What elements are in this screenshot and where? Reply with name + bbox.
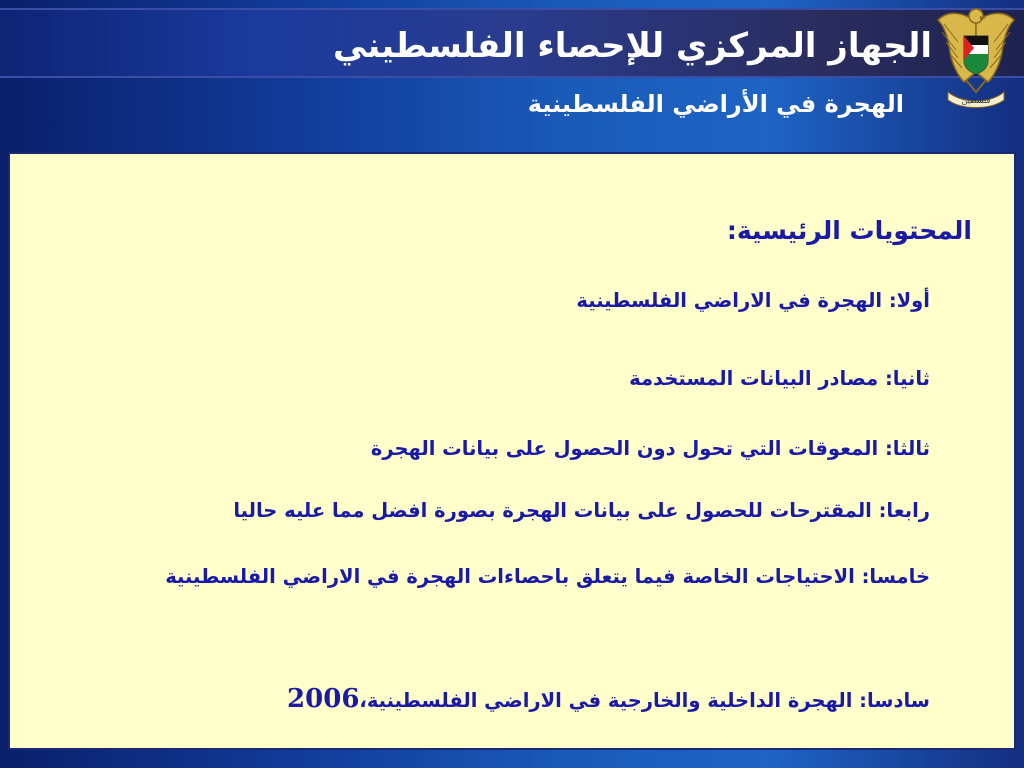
list-item: ثالثا: المعوقات التي تحول دون الحصول على بيانات الهجرة: [370, 437, 930, 460]
list-item: [287, 678, 930, 722]
list-item-text: سادسا: الهجرة الداخلية والخارجية في الاراضي الفلسطينية،: [359, 689, 930, 712]
slide-subtitle: الهجرة في الأراضي الفلسطينية: [527, 90, 904, 118]
header-bar: [0, 8, 1024, 78]
list-item: أولا: الهجرة في الاراضي الفلسطينية: [576, 289, 930, 312]
list-item: ثانيا: مصادر البيانات المستخدمة: [629, 367, 930, 390]
emblem-label: فلسطين: [961, 96, 991, 105]
list-item-year: 2006: [287, 684, 360, 714]
palestine-emblem-icon: [934, 2, 1018, 110]
org-title: الجهاز المركزي للإحصاء الفلسطيني: [332, 26, 932, 66]
list-item: خامسا: الاحتياجات الخاصة فيما يتعلق باحصاءات الهجرة في الاراضي الفلسطينية: [165, 565, 930, 588]
list-item: رابعا: المقترحات للحصول على بيانات الهجرة بصورة افضل مما عليه حاليا: [233, 499, 930, 522]
content-panel: [8, 152, 1016, 750]
contents-heading: المحتويات الرئيسية:: [726, 216, 972, 245]
